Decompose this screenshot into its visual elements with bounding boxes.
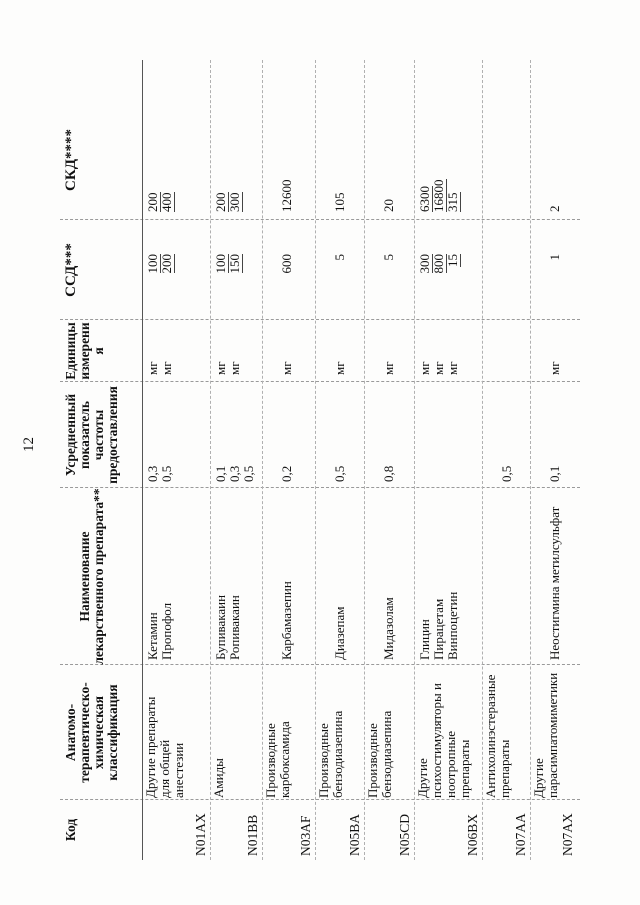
drug-skd-text: 300 bbox=[227, 192, 242, 212]
drug-ssd-text: 5 bbox=[332, 254, 347, 261]
drug-units bbox=[500, 337, 514, 375]
row-classification: Производные бензодиазепина bbox=[316, 710, 345, 798]
row-classification: Антихолинэстеразные препараты bbox=[483, 674, 512, 798]
drug-frequency-text: 0,5 bbox=[332, 465, 347, 482]
drug-ssd bbox=[160, 254, 174, 312]
drug-ssd-text: 300 bbox=[417, 254, 432, 274]
drug-skd bbox=[446, 122, 460, 212]
drug-unit: мг bbox=[213, 361, 228, 375]
drug-ssd bbox=[242, 254, 256, 312]
drug-skd-text: 20 bbox=[381, 199, 396, 212]
row-divider bbox=[414, 60, 415, 860]
table-row bbox=[484, 60, 530, 860]
drug-skd-text: 200 bbox=[213, 192, 228, 212]
table-row bbox=[366, 60, 414, 860]
drug-frequencies bbox=[214, 392, 256, 482]
drug-units bbox=[418, 337, 460, 375]
drug-skd bbox=[418, 122, 432, 212]
drug-name bbox=[242, 500, 256, 660]
drug-frequency-text: 0,5 bbox=[159, 465, 174, 482]
drug-ssd bbox=[548, 254, 562, 312]
drug-name bbox=[214, 500, 228, 660]
drug-name-text: Винпоцетин bbox=[445, 591, 460, 660]
drug-ssd-text: 5 bbox=[381, 254, 396, 261]
drug-unit bbox=[500, 337, 514, 375]
drug-names bbox=[146, 500, 174, 660]
row-code: N06BX bbox=[465, 813, 480, 856]
drug-name-text: Неостигмина метилсульфат bbox=[547, 506, 562, 660]
drug-unit: мг bbox=[227, 361, 242, 375]
drug-skd-text: 16800 bbox=[431, 179, 446, 212]
drug-frequency bbox=[160, 392, 174, 482]
drug-frequency bbox=[548, 392, 562, 482]
drug-names bbox=[548, 500, 562, 660]
drug-ssd bbox=[280, 254, 294, 312]
row-divider bbox=[364, 60, 365, 860]
drug-skd bbox=[333, 122, 347, 212]
drug-skd-text: 105 bbox=[332, 192, 347, 212]
drug-frequencies bbox=[382, 392, 396, 482]
drug-names bbox=[382, 500, 396, 660]
row-code: N07AA bbox=[513, 813, 528, 856]
drug-frequencies bbox=[548, 392, 562, 482]
drug-table bbox=[60, 60, 580, 860]
drug-name-text: Пирацетам bbox=[431, 598, 446, 660]
drug-names bbox=[333, 500, 347, 660]
drug-ssd bbox=[432, 254, 446, 312]
drug-ssd-values bbox=[548, 254, 562, 312]
drug-name-text: Ропивакаин bbox=[227, 595, 242, 660]
header-ssd: ССД*** bbox=[63, 243, 79, 297]
header-code: Код bbox=[63, 818, 78, 842]
drug-ssd bbox=[446, 254, 460, 312]
drug-ssd-values bbox=[146, 254, 174, 312]
drug-ssd-text: 15 bbox=[445, 254, 460, 267]
row-classification: Производные бензодиазепина bbox=[365, 710, 394, 798]
drug-unit: мг bbox=[381, 361, 396, 375]
drug-skd-text: 2 bbox=[547, 205, 562, 212]
row-classification: Другие психостимуляторы и ноотропные препараты bbox=[415, 683, 472, 798]
drug-frequency-text: 0,5 bbox=[241, 465, 256, 482]
row-code: N01AX bbox=[193, 813, 208, 856]
drug-frequency bbox=[214, 392, 228, 482]
drug-frequency-text: 0,5 bbox=[499, 465, 514, 482]
drug-ssd-values bbox=[280, 254, 294, 312]
drug-skd-text: 12600 bbox=[279, 179, 294, 212]
drug-frequency bbox=[418, 392, 432, 482]
drug-name bbox=[382, 500, 396, 660]
drug-ssd bbox=[418, 254, 432, 312]
drug-frequency bbox=[146, 392, 160, 482]
drug-units bbox=[548, 337, 562, 375]
drug-name bbox=[500, 500, 514, 660]
table-row bbox=[264, 60, 315, 860]
drug-frequency bbox=[228, 392, 242, 482]
drug-skd bbox=[214, 122, 228, 212]
drug-skd bbox=[242, 122, 256, 212]
drug-skd-values bbox=[333, 122, 347, 212]
drug-ssd-text: 800 bbox=[431, 254, 446, 274]
drug-frequency-text: 0,1 bbox=[213, 465, 228, 482]
drug-skd bbox=[500, 122, 514, 212]
drug-skd-text: 200 bbox=[145, 192, 160, 212]
drug-frequencies bbox=[280, 392, 294, 482]
drug-name bbox=[160, 500, 174, 660]
drug-name bbox=[228, 500, 242, 660]
drug-frequencies bbox=[500, 392, 514, 482]
drug-name bbox=[548, 500, 562, 660]
drug-frequency-text: 0,8 bbox=[381, 465, 396, 482]
row-code: N01BB bbox=[245, 814, 260, 856]
drug-skd-values bbox=[500, 122, 514, 212]
drug-frequency-text: 0,3 bbox=[227, 465, 242, 482]
drug-units bbox=[382, 337, 396, 375]
drug-units bbox=[333, 337, 347, 375]
drug-skd-values bbox=[280, 122, 294, 212]
row-divider bbox=[315, 60, 316, 860]
table-row bbox=[144, 60, 210, 860]
drug-skd-values bbox=[146, 122, 174, 212]
drug-skd bbox=[280, 122, 294, 212]
drug-name bbox=[446, 500, 460, 660]
drug-frequency bbox=[446, 392, 460, 482]
drug-name-text: Бупивакаин bbox=[213, 594, 228, 660]
row-classification: Амиды bbox=[211, 758, 226, 798]
drug-unit: мг bbox=[279, 361, 294, 375]
drug-unit: мг bbox=[445, 361, 460, 375]
row-divider bbox=[262, 60, 263, 860]
page-number: 12 bbox=[21, 437, 37, 452]
drug-unit: мг bbox=[547, 361, 562, 375]
drug-name bbox=[146, 500, 160, 660]
drug-name-text: Мидазолам bbox=[381, 597, 396, 660]
drug-names bbox=[280, 500, 294, 660]
drug-names bbox=[214, 500, 256, 660]
drug-ssd-text: 1 bbox=[547, 254, 562, 261]
row-divider bbox=[530, 60, 531, 860]
drug-name bbox=[333, 500, 347, 660]
drug-ssd-values bbox=[214, 254, 256, 312]
drug-ssd bbox=[146, 254, 160, 312]
drug-ssd-values bbox=[333, 254, 347, 312]
drug-skd-text: 6300 bbox=[417, 186, 432, 212]
drug-name bbox=[432, 500, 446, 660]
drug-frequencies bbox=[333, 392, 347, 482]
drug-ssd bbox=[382, 254, 396, 312]
drug-frequency bbox=[382, 392, 396, 482]
drug-frequencies bbox=[418, 392, 460, 482]
table-row bbox=[317, 60, 364, 860]
drug-frequency bbox=[242, 392, 256, 482]
row-code: N07AX bbox=[560, 813, 575, 856]
drug-skd-text: 400 bbox=[159, 192, 174, 212]
table-row bbox=[416, 60, 482, 860]
drug-frequency-text: 0,3 bbox=[145, 465, 160, 482]
table-row bbox=[212, 60, 262, 860]
drug-frequencies bbox=[146, 392, 174, 482]
header-skd: СКД**** bbox=[63, 128, 79, 192]
drug-ssd-text: 100 bbox=[145, 254, 160, 274]
header-drug-name: Наименование лекарственного препарата** bbox=[77, 488, 106, 665]
drug-frequency bbox=[500, 392, 514, 482]
drug-skd-values bbox=[382, 122, 396, 212]
drug-name-text: Пропофол bbox=[159, 602, 174, 660]
drug-units bbox=[280, 337, 294, 375]
drug-frequency bbox=[280, 392, 294, 482]
drug-units bbox=[146, 337, 174, 375]
row-code: N03AF bbox=[298, 815, 313, 856]
drug-skd-text: 315 bbox=[445, 192, 460, 212]
header-frequency: Усредненный показатель частоты предоставления bbox=[63, 386, 120, 484]
drug-ssd-values bbox=[418, 254, 460, 312]
drug-ssd-text: 600 bbox=[279, 254, 294, 274]
drug-ssd-values bbox=[382, 254, 396, 312]
drug-ssd bbox=[333, 254, 347, 312]
drug-ssd-text: 100 bbox=[213, 254, 228, 274]
drug-name-text: Диазепам bbox=[332, 606, 347, 660]
drug-names bbox=[500, 500, 514, 660]
drug-skd bbox=[548, 122, 562, 212]
drug-names bbox=[418, 500, 460, 660]
drug-ssd bbox=[228, 254, 242, 312]
drug-unit: мг bbox=[159, 361, 174, 375]
drug-unit: мг bbox=[431, 361, 446, 375]
drug-name-text: Карбамазепин bbox=[279, 581, 294, 660]
drug-skd-values bbox=[214, 122, 256, 212]
drug-skd-values bbox=[418, 122, 460, 212]
drug-skd bbox=[160, 122, 174, 212]
row-classification: Производные карбоксамида bbox=[263, 721, 292, 798]
drug-ssd bbox=[214, 254, 228, 312]
drug-frequency-text: 0,2 bbox=[279, 465, 294, 482]
drug-unit bbox=[242, 337, 256, 375]
drug-frequency bbox=[432, 392, 446, 482]
drug-ssd-text: 200 bbox=[159, 254, 174, 274]
drug-name-text: Глицин bbox=[417, 619, 432, 660]
drug-unit: мг bbox=[332, 361, 347, 375]
row-divider bbox=[210, 60, 211, 860]
drug-skd bbox=[382, 122, 396, 212]
row-code: N05BA bbox=[347, 813, 362, 856]
drug-name bbox=[280, 500, 294, 660]
drug-skd bbox=[228, 122, 242, 212]
row-code: N05CD bbox=[397, 813, 412, 856]
drug-name-text: Кетамин bbox=[145, 612, 160, 660]
header-unit: Единицы измерения bbox=[63, 322, 106, 380]
header-classification: Анатомо-терапевтическо-химическая классификация bbox=[63, 682, 120, 783]
drug-unit: мг bbox=[417, 361, 432, 375]
drug-name bbox=[418, 500, 432, 660]
table-row bbox=[532, 60, 577, 860]
drug-frequency-text: 0,1 bbox=[547, 465, 562, 482]
drug-ssd-values bbox=[500, 254, 514, 312]
row-classification: Другие препараты для общей анестезии bbox=[143, 696, 186, 798]
drug-ssd bbox=[500, 254, 514, 312]
drug-skd bbox=[432, 122, 446, 212]
drug-ssd-text: 150 bbox=[227, 254, 242, 274]
drug-units bbox=[214, 337, 256, 375]
drug-skd-values bbox=[548, 122, 562, 212]
drug-unit: мг bbox=[145, 361, 160, 375]
row-divider bbox=[482, 60, 483, 860]
drug-frequency bbox=[333, 392, 347, 482]
row-classification: Другие парасимпатомиметики bbox=[531, 672, 560, 798]
drug-skd bbox=[146, 122, 160, 212]
